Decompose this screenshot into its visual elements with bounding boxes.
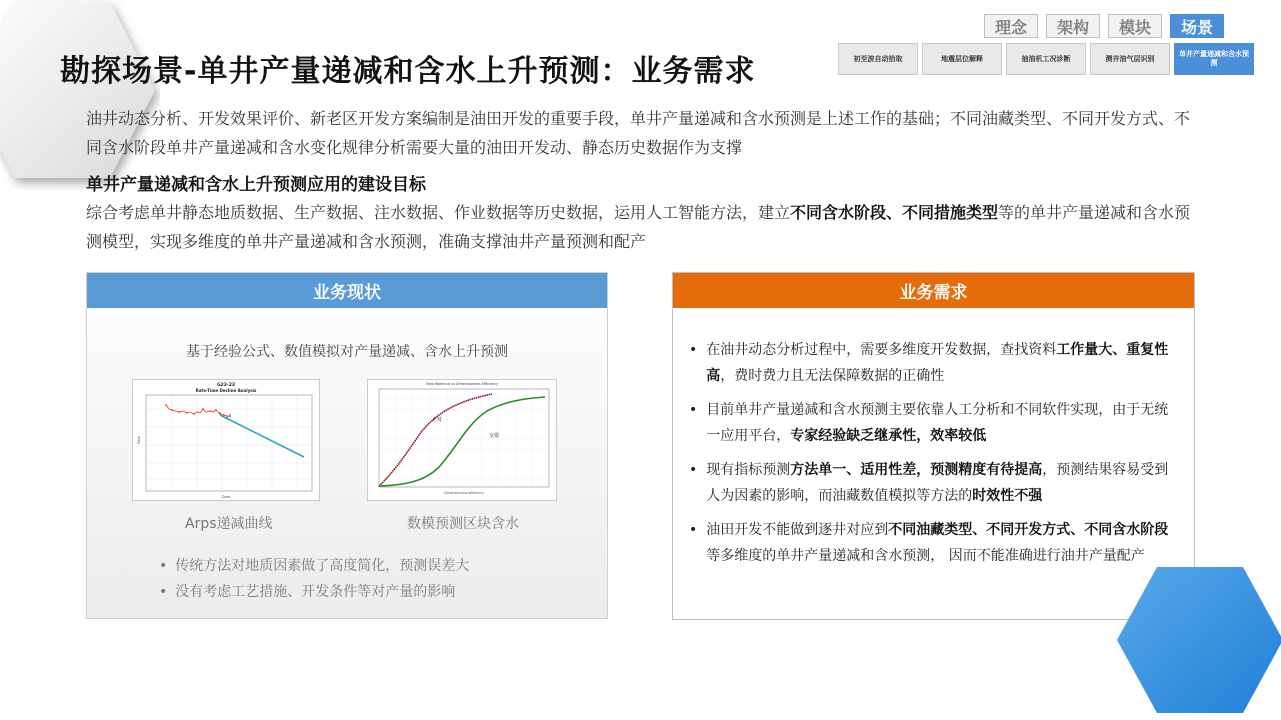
goal-paragraph [86,198,1196,256]
list-item: • 传统方法对地质因素做了高度简化，预测误差大 [159,558,470,574]
page-title: 勘探场景-单井产量递减和含水上升预测：业务需求 [60,54,756,89]
goal-text-part: 等的单井产量递减和含水预测模型，实现多维度的单井产量递减和含水预测，准确支撑油井产量预测和配产 [86,203,1191,251]
status-bullet-list [159,553,469,605]
need-bullet-list [689,337,1179,577]
subtab-first-break-picking[interactable]: 初至波自动拾取 [838,43,918,75]
subtab-production-forecast[interactable]: 单井产量递减和含水预测 [1174,43,1254,75]
status-panel [86,272,608,619]
chart2-label-aligned: 正对 [432,417,443,423]
svg-text:Rate: Rate [137,435,141,444]
svg-text:Date: Date [221,495,231,499]
status-panel-header: 业务现状 [87,273,607,308]
chart1-subtitle: Rate-Time Decline Analysis [195,388,257,393]
scenario-subtabs [838,43,1254,75]
goal-text-part: 综合考虑单井静态地质数据、生产数据、注水数据、作业数据等历史数据，运用人工智能方法，建立 [86,203,791,222]
watercut-simulation-chart [367,379,557,501]
chart2-title: Field Watercut vs Dimensionless Efficiency [425,382,499,386]
top-nav-tabs [984,14,1224,38]
list-item: • 现有指标预测方法单一、适用性差，预测精度有待提高，预测结果容易受到人为因素的影响，而油藏数值模拟等方法的时效性不强 [689,462,1169,504]
tab-architecture[interactable]: 架构 [1046,14,1100,38]
decorative-hexagon-bottom-right [1115,565,1281,715]
list-item: • 油田开发不能做到逐井对应到不同油藏类型、不同开发方式、不同含水阶段等多维度的单井产量递减和含水预测， 因而不能准确进行油井产量配产 [689,522,1169,564]
goal-text-bold: 不同含水阶段、不同措施类型 [790,203,999,222]
tab-modules[interactable]: 模块 [1108,14,1162,38]
subtab-seismic-horizon[interactable]: 地震层位解释 [922,43,1002,75]
arps-decline-chart [132,379,320,501]
status-panel-subtitle: 基于经验公式、数值模拟对产量递减、含水上升预测 [186,344,508,360]
tab-scenarios[interactable]: 场景 [1170,14,1224,38]
subtab-logging-identification[interactable]: 测井油气层识别 [1090,43,1170,75]
subtab-pump-diagnosis[interactable]: 抽油机工况诊断 [1006,43,1086,75]
tab-concept[interactable]: 理念 [984,14,1038,38]
list-item: • 没有考虑工艺措施、开发条件等对产量的影响 [159,584,456,600]
need-panel-header: 业务需求 [673,273,1194,308]
list-item: • 目前单井产量递减和含水预测主要依靠人工分析和不同软件实现，由于无统一应用平台，专家经验缺乏继承性，效率较低 [689,402,1169,444]
chart2-caption: 数模预测区块含水 [407,516,519,532]
goal-heading: 单井产量递减和含水上升预测应用的建设目标 [86,175,426,195]
chart2-label-staggered: 交错 [489,433,500,439]
chart1-title: G23-23 [216,383,236,388]
chart2-xlabel: Dimensionless efficiency [444,491,484,495]
list-item: • 在油井动态分析过程中，需要多维度开发数据，查找资料工作量大、重复性高，费时费力且无法保障数据的正确性 [689,342,1169,384]
intro-paragraph: 油井动态分析、开发效果评价、新老区开发方案编制是油田开发的重要手段，单井产量递减和含水预测是上述工作的基础；不同油藏类型、不同开发方式、不同含水阶段单井产量递减和含水变化规律分析需要大量的油田开发动、静态历史数据作为支撑 [86,109,1191,157]
chart1-caption: Arps递减曲线 [185,516,273,532]
